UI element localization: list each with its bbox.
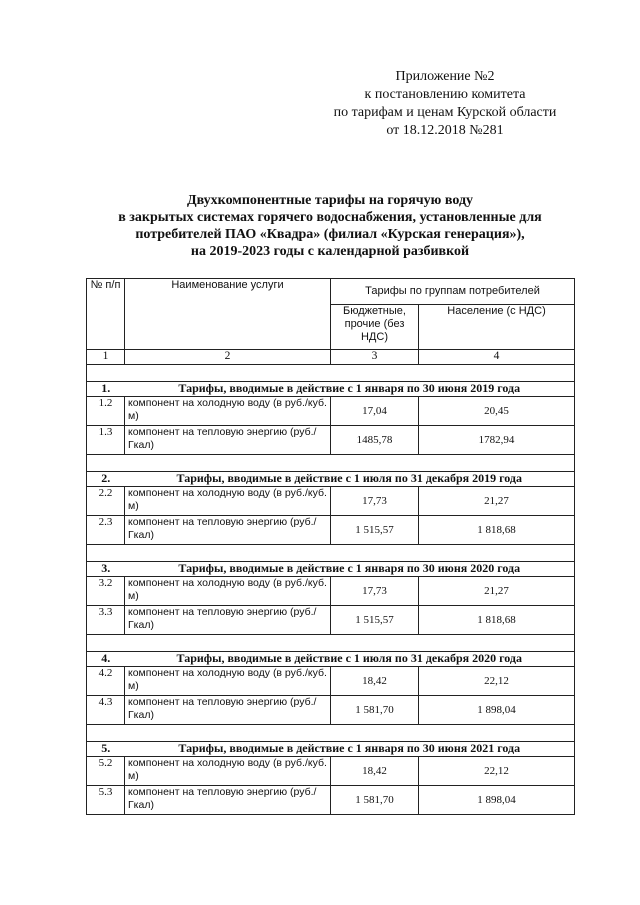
header-budget: Бюджетные, прочие (без НДС) (331, 305, 419, 350)
population-tariff: 1782,94 (419, 426, 575, 455)
budget-tariff: 1 581,70 (331, 786, 419, 815)
title-line-2: в закрытых системах горячего водоснабжения, установленные для (118, 210, 542, 225)
spacer-cell (125, 545, 575, 562)
population-tariff: 1 898,04 (419, 696, 575, 725)
column-index: 2 (125, 350, 331, 365)
population-tariff: 1 818,68 (419, 606, 575, 635)
document-title (60, 192, 600, 260)
spacer-cell (87, 365, 125, 382)
appendix-resolution: к постановлению комитета (364, 87, 526, 102)
row-number: 5.3 (87, 786, 125, 815)
service-name: компонент на тепловую энергию (руб./Гкал) (125, 426, 331, 455)
tariff-table (86, 278, 575, 815)
column-index: 4 (419, 350, 575, 365)
table-header-row (87, 279, 575, 305)
spacer-cell (87, 455, 125, 472)
row-number: 2.2 (87, 487, 125, 516)
population-tariff: 22,12 (419, 757, 575, 786)
budget-tariff: 1485,78 (331, 426, 419, 455)
period-spacer-row (87, 725, 575, 742)
spacer-cell (87, 635, 125, 652)
service-name: компонент на холодную воду (в руб./куб. м) (125, 487, 331, 516)
appendix-header (300, 68, 590, 140)
period-title: Тарифы, вводимые в действие с 1 января по 30 июня 2020 года (125, 562, 575, 577)
column-index-row (87, 350, 575, 365)
service-name: компонент на холодную воду (в руб./куб. м) (125, 397, 331, 426)
row-number: 4.3 (87, 696, 125, 725)
column-index: 3 (331, 350, 419, 365)
population-tariff: 1 898,04 (419, 786, 575, 815)
header-population: Население (с НДС) (419, 305, 575, 350)
period-title: Тарифы, вводимые в действие с 1 января по 30 июня 2021 года (125, 742, 575, 757)
period-title: Тарифы, вводимые в действие с 1 июля по 31 декабря 2019 года (125, 472, 575, 487)
row-number: 3.2 (87, 577, 125, 606)
population-tariff: 21,27 (419, 487, 575, 516)
budget-tariff: 18,42 (331, 667, 419, 696)
period-spacer-row (87, 365, 575, 382)
appendix-title: Приложение №2 (395, 69, 495, 84)
period-title: Тарифы, вводимые в действие с 1 января по 30 июня 2019 года (125, 382, 575, 397)
period-spacer-row (87, 455, 575, 472)
period-title: Тарифы, вводимые в действие с 1 июля по 31 декабря 2020 года (125, 652, 575, 667)
spacer-cell (87, 545, 125, 562)
row-number: 3.3 (87, 606, 125, 635)
table-row (87, 757, 575, 786)
population-tariff: 21,27 (419, 577, 575, 606)
spacer-cell (87, 725, 125, 742)
row-number: 1.2 (87, 397, 125, 426)
period-header-row (87, 652, 575, 667)
table-row (87, 606, 575, 635)
table-row (87, 696, 575, 725)
population-tariff: 1 818,68 (419, 516, 575, 545)
spacer-cell (125, 365, 575, 382)
service-name: компонент на холодную воду (в руб./куб. м) (125, 667, 331, 696)
budget-tariff: 1 515,57 (331, 516, 419, 545)
row-number: 4.2 (87, 667, 125, 696)
table-row (87, 667, 575, 696)
period-spacer-row (87, 545, 575, 562)
period-spacer-row (87, 635, 575, 652)
service-name: компонент на тепловую энергию (руб./Гкал) (125, 606, 331, 635)
appendix-date-number: от 18.12.2018 №281 (386, 123, 504, 138)
budget-tariff: 17,73 (331, 487, 419, 516)
service-name: компонент на тепловую энергию (руб./Гкал) (125, 786, 331, 815)
table-row (87, 487, 575, 516)
title-line-3: потребителей ПАО «Квадра» (филиал «Курская генерация»), (135, 227, 525, 242)
population-tariff: 22,12 (419, 667, 575, 696)
population-tariff: 20,45 (419, 397, 575, 426)
spacer-cell (125, 635, 575, 652)
table-row (87, 426, 575, 455)
title-line-1: Двухкомпонентные тарифы на горячую воду (186, 193, 474, 208)
budget-tariff: 1 581,70 (331, 696, 419, 725)
service-name: компонент на холодную воду (в руб./куб. м) (125, 577, 331, 606)
period-header-row (87, 382, 575, 397)
table-row (87, 577, 575, 606)
table-row (87, 786, 575, 815)
service-name: компонент на холодную воду (в руб./куб. м) (125, 757, 331, 786)
row-number: 2.3 (87, 516, 125, 545)
budget-tariff: 17,04 (331, 397, 419, 426)
header-service: Наименование услуги (125, 279, 331, 350)
spacer-cell (125, 455, 575, 472)
period-number: 1. (87, 382, 125, 397)
column-index: 1 (87, 350, 125, 365)
header-groups: Тарифы по группам потребителей (331, 279, 575, 305)
service-name: компонент на тепловую энергию (руб./Гкал) (125, 516, 331, 545)
title-line-4: на 2019-2023 годы с календарной разбивкой (190, 244, 470, 259)
period-header-row (87, 742, 575, 757)
period-number: 5. (87, 742, 125, 757)
appendix-committee: по тарифам и ценам Курской области (333, 105, 557, 120)
row-number: 5.2 (87, 757, 125, 786)
period-header-row (87, 562, 575, 577)
row-number: 1.3 (87, 426, 125, 455)
period-number: 3. (87, 562, 125, 577)
service-name: компонент на тепловую энергию (руб./Гкал) (125, 696, 331, 725)
period-number: 2. (87, 472, 125, 487)
budget-tariff: 1 515,57 (331, 606, 419, 635)
budget-tariff: 18,42 (331, 757, 419, 786)
spacer-cell (125, 725, 575, 742)
period-number: 4. (87, 652, 125, 667)
table-row (87, 397, 575, 426)
header-num: № п/п (87, 279, 125, 350)
table-row (87, 516, 575, 545)
period-header-row (87, 472, 575, 487)
budget-tariff: 17,73 (331, 577, 419, 606)
